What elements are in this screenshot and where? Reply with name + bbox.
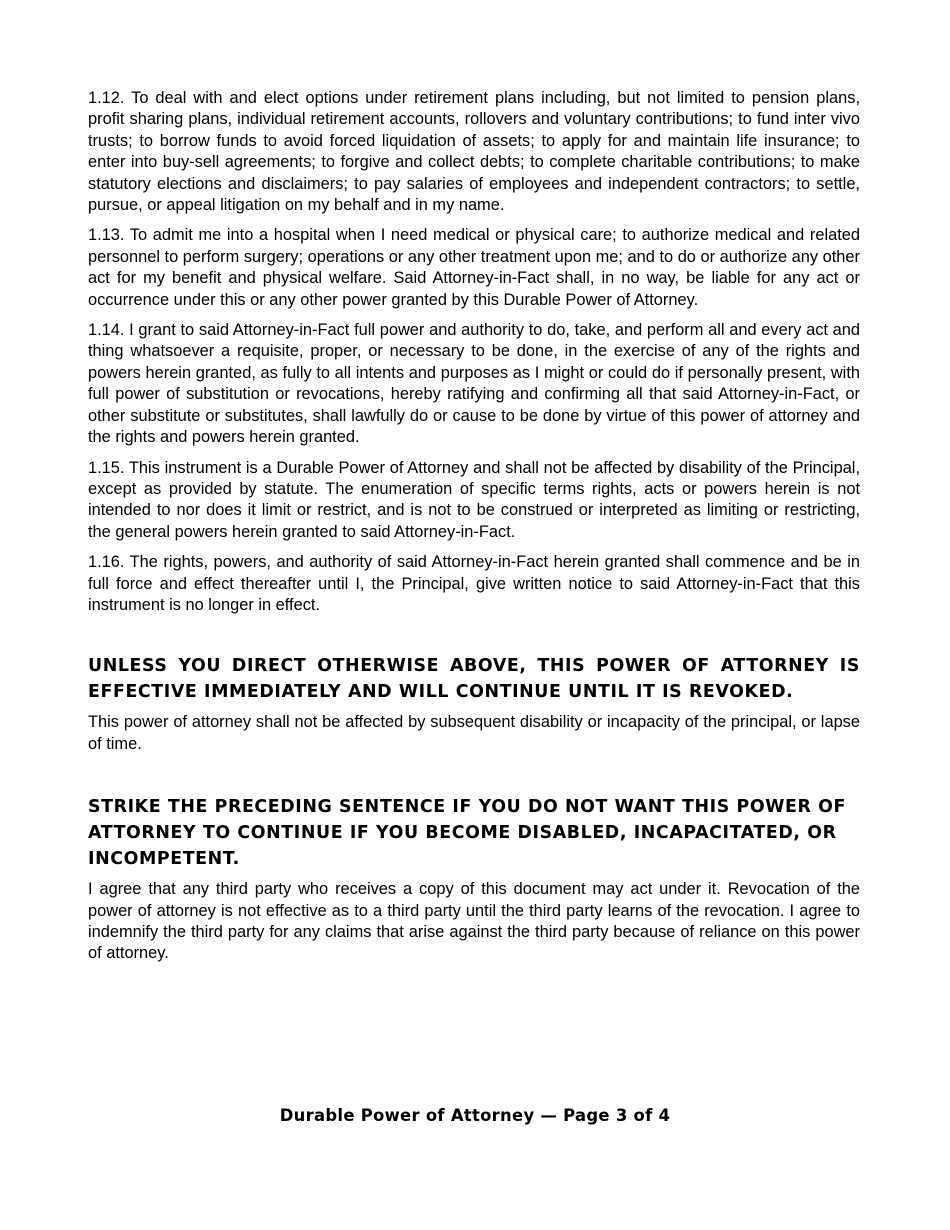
third-party-paragraph: I agree that any third party who receives a copy of this document may act under it. Revocation of the power of attorney is not effective as to a third party until the third party learns of the revocation. I agree to indemnify the third party for any claims that arise against the third party because of reliance on this power of attorney. — [88, 880, 860, 963]
clause-1-15: 1.15. This instrument is a Durable Power of Attorney and shall not be affected by disability of the Principal, except as provided by statute. The enumeration of specific terms rights, acts or powers herein is not intended to nor does it limit or restrict, and is not to be construed or interpreted as limiting or restricting, the general powers herein granted to said Attorney-in-Fact. — [88, 458, 860, 541]
effective-heading: UNLESS YOU DIRECT OTHERWISE ABOVE, THIS POWER OF ATTORNEY IS EFFECTIVE IMMEDIATELY AND WILL CONTINUE UNTIL IT IS REVOKED. — [88, 656, 860, 703]
clause-1-12: 1.12. To deal with and elect options under retirement plans including, but not limited to pension plans, profit sharing plans, individual retirement accounts, rollovers and voluntary contributions; to fund inter vivo trusts; to borrow funds to avoid forced liquidation of assets; to apply for and maintain life insurance; to enter into buy-sell agreements; to forgive and collect debts; to complete charitable contributions; to make statutory elections and disclaimers; to pay salaries of employees and independent contractors; to settle, pursue, or appeal litigation on my behalf and in my name. — [88, 89, 860, 215]
effective-paragraph: This power of attorney shall not be affected by subsequent disability or incapacity of the principal, or lapse of time. — [88, 713, 860, 753]
clause-1-16: 1.16. The rights, powers, and authority of said Attorney-in-Fact herein granted shall commence and be in full force and effect thereafter until I, the Principal, give written notice to said Attorney-in-Fact that this instrument is no longer in effect. — [88, 553, 860, 614]
document-page — [88, 88, 860, 974]
clause-1-14: 1.14. I grant to said Attorney-in-Fact full power and authority to do, take, and perform all and every act and thing whatsoever a requisite, proper, or necessary to be done, in the exercise of any of the rights and powers herein granted, as fully to all intents and purposes as I might or could do if personally present, with full power of substitution or revocations, hereby ratifying and confirming all that said Attorney-in-Fact, or other substitute or substitutes, shall lawfully do or cause to be done by virtue of this power of attorney and the rights and powers herein granted. — [88, 321, 860, 447]
page-footer: Durable Power of Attorney — Page 3 of 4 — [279, 1106, 671, 1125]
clause-1-13: 1.13. To admit me into a hospital when I need medical or physical care; to authorize medical and related personnel to perform surgery; operations or any other treatment upon me; and to do or authorize any other act for my benefit and physical welfare. Said Attorney-in-Fact shall, in no way, be liable for any act or occurrence under this or any other power granted by this Durable Power of Attorney. — [88, 226, 860, 309]
strike-heading: STRIKE THE PRECEDING SENTENCE IF YOU DO NOT WANT THIS POWER OF ATTORNEY TO CONTINUE IF YOU BECOME DISABLED, INCAPACITATED, OR INCOMPETENT. — [88, 797, 846, 870]
